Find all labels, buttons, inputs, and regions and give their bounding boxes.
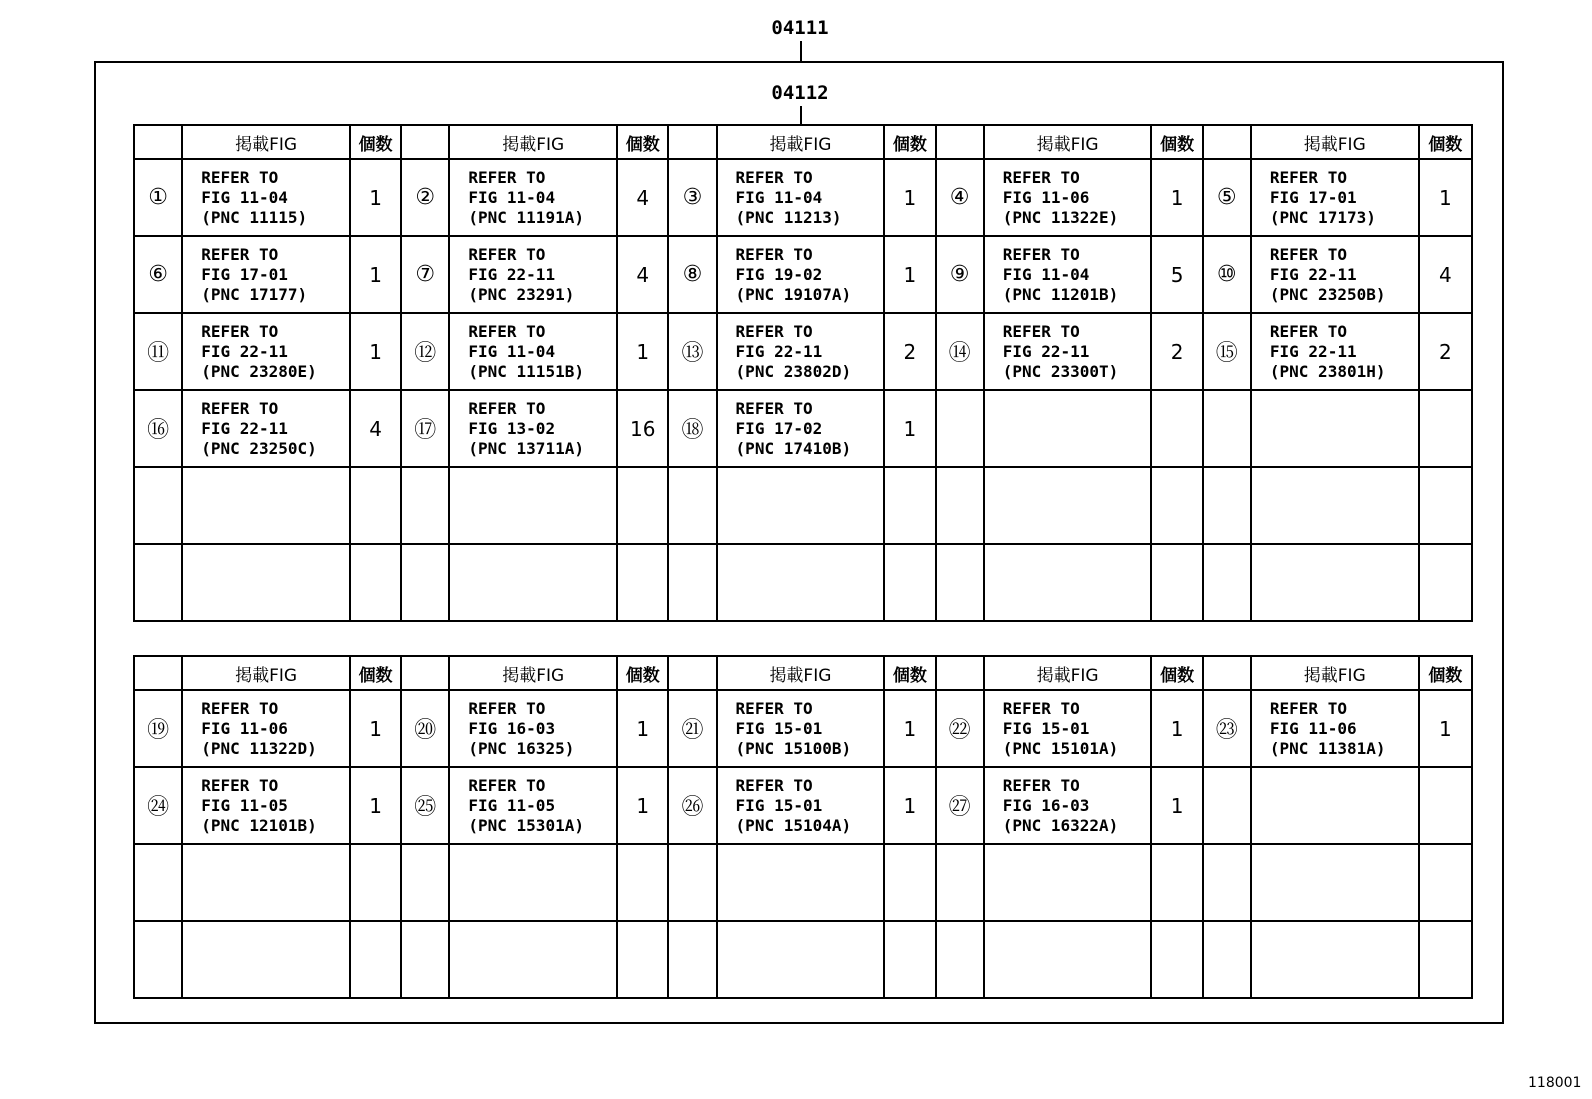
reference-line-1: REFER TO — [201, 775, 279, 795]
quantity-cell — [1419, 544, 1472, 621]
header-fig-cell: 掲載FIG — [984, 656, 1152, 690]
reference-cell — [984, 767, 1152, 844]
reference-cell — [1251, 767, 1419, 844]
item-number-cell: ⑩ — [1203, 236, 1251, 313]
outer-assembly-code: 04111 — [771, 17, 829, 39]
quantity-cell — [1419, 390, 1472, 467]
reference-line-1: REFER TO — [468, 167, 546, 187]
reference-cell — [182, 544, 350, 621]
reference-cell — [984, 236, 1152, 313]
reference-line-3: (PNC 11191A) — [468, 207, 584, 227]
item-number-cell — [1203, 767, 1251, 844]
reference-line-3: (PNC 13711A) — [468, 438, 584, 458]
reference-cell — [449, 767, 617, 844]
quantity-cell — [1151, 467, 1202, 544]
reference-line-2: FIG 11-04 — [1002, 264, 1090, 284]
reference-cell — [449, 390, 617, 467]
reference-line-1: REFER TO — [468, 698, 546, 718]
item-number-cell — [936, 390, 984, 467]
item-number-cell: ㉔ — [134, 767, 182, 844]
header-fig-cell: 掲載FIG — [717, 656, 885, 690]
reference-cell — [449, 690, 617, 767]
reference-line-2: FIG 11-05 — [201, 795, 288, 815]
reference-line-1: REFER TO — [735, 321, 813, 341]
item-number-cell: ⑪ — [134, 313, 182, 390]
reference-cell — [717, 236, 885, 313]
reference-line-3: (PNC 11201B) — [1002, 284, 1119, 304]
reference-cell — [449, 921, 617, 998]
reference-line-3: (PNC 11115) — [201, 207, 308, 227]
item-number-cell: ② — [401, 159, 449, 236]
reference-cell — [717, 921, 885, 998]
item-number-cell — [401, 467, 449, 544]
reference-line-3: (PNC 11322D) — [201, 738, 317, 758]
table-row — [134, 467, 1472, 544]
reference-line-2: FIG 19-02 — [735, 264, 823, 284]
item-number-cell — [1203, 844, 1251, 921]
reference-cell — [182, 690, 350, 767]
reference-cell — [449, 544, 617, 621]
quantity-cell: 1 — [1419, 690, 1472, 767]
reference-line-3: (PNC 15301A) — [468, 815, 584, 835]
inner-leader-line — [800, 106, 802, 124]
item-number-cell: ① — [134, 159, 182, 236]
reference-line-1: REFER TO — [1269, 167, 1347, 187]
item-number-cell: ⑧ — [668, 236, 716, 313]
quantity-cell — [1151, 390, 1202, 467]
quantity-cell — [350, 844, 401, 921]
header-item-number-cell — [1203, 125, 1251, 159]
item-number-cell: ㉖ — [668, 767, 716, 844]
item-number-cell: ㉑ — [668, 690, 716, 767]
reference-cell — [182, 921, 350, 998]
header-fig-cell: 掲載FIG — [717, 125, 885, 159]
table-row — [134, 390, 1472, 467]
quantity-cell — [884, 544, 935, 621]
reference-line-3: (PNC 19107A) — [735, 284, 852, 304]
item-number-cell — [1203, 467, 1251, 544]
reference-line-1: REFER TO — [1269, 698, 1347, 718]
reference-line-1: REFER TO — [468, 321, 546, 341]
reference-cell — [984, 159, 1152, 236]
quantity-cell: 1 — [1419, 159, 1472, 236]
reference-line-2: FIG 17-01 — [201, 264, 288, 284]
header-fig-cell: 掲載FIG — [449, 125, 617, 159]
reference-line-1: REFER TO — [735, 167, 813, 187]
item-number-cell: ⑬ — [668, 313, 716, 390]
item-number-cell — [134, 921, 182, 998]
reference-line-2: FIG 11-06 — [201, 718, 288, 738]
reference-cell — [984, 390, 1152, 467]
reference-cell — [182, 767, 350, 844]
quantity-cell: 1 — [884, 390, 935, 467]
inner-assembly-code: 04112 — [771, 82, 829, 104]
reference-line-3: (PNC 23280E) — [201, 361, 317, 381]
reference-line-3: (PNC 17410B) — [735, 438, 852, 458]
reference-line-2: FIG 17-01 — [1269, 187, 1357, 207]
quantity-cell: 1 — [884, 236, 935, 313]
outer-leader-line — [800, 41, 802, 61]
quantity-cell — [617, 467, 668, 544]
reference-line-2: FIG 11-04 — [201, 187, 288, 207]
reference-line-1: REFER TO — [1269, 321, 1347, 341]
item-number-cell — [1203, 544, 1251, 621]
item-number-cell: ⑱ — [668, 390, 716, 467]
reference-line-3: (PNC 23250C) — [201, 438, 317, 458]
item-number-cell: ⑫ — [401, 313, 449, 390]
reference-line-3: (PNC 11151B) — [468, 361, 584, 381]
item-number-cell — [668, 544, 716, 621]
reference-line-2: FIG 15-01 — [1002, 718, 1090, 738]
reference-cell — [717, 313, 885, 390]
item-number-cell — [401, 544, 449, 621]
quantity-cell: 2 — [884, 313, 935, 390]
reference-line-3: (PNC 23250B) — [1269, 284, 1386, 304]
reference-cell — [1251, 544, 1419, 621]
reference-line-1: REFER TO — [201, 698, 279, 718]
item-number-cell — [401, 921, 449, 998]
header-qty-cell: 個数 — [1419, 125, 1472, 159]
header-qty-cell: 個数 — [617, 125, 668, 159]
reference-cell — [449, 236, 617, 313]
reference-cell — [182, 467, 350, 544]
quantity-cell: 4 — [617, 236, 668, 313]
quantity-cell: 1 — [1151, 690, 1202, 767]
item-number-cell — [668, 844, 716, 921]
item-number-cell — [1203, 390, 1251, 467]
reference-line-2: FIG 22-11 — [201, 418, 288, 438]
item-number-cell — [668, 467, 716, 544]
reference-cell — [984, 544, 1152, 621]
reference-cell — [984, 690, 1152, 767]
reference-line-1: REFER TO — [1002, 321, 1080, 341]
item-number-cell: ㉓ — [1203, 690, 1251, 767]
item-number-cell: ⑯ — [134, 390, 182, 467]
quantity-cell — [350, 921, 401, 998]
reference-cell — [1251, 467, 1419, 544]
reference-cell — [449, 313, 617, 390]
quantity-cell: 1 — [350, 767, 401, 844]
reference-cell — [1251, 390, 1419, 467]
reference-line-1: REFER TO — [468, 398, 546, 418]
reference-line-1: REFER TO — [1002, 167, 1080, 187]
quantity-cell — [617, 921, 668, 998]
reference-line-1: REFER TO — [201, 321, 279, 341]
header-qty-cell: 個数 — [350, 125, 401, 159]
reference-cell — [984, 844, 1152, 921]
figure-code: 118001 — [1528, 1075, 1582, 1091]
reference-cell — [182, 390, 350, 467]
reference-line-3: (PNC 11322E) — [1002, 207, 1119, 227]
reference-line-1: REFER TO — [201, 398, 279, 418]
header-qty-cell: 個数 — [1151, 125, 1202, 159]
reference-line-2: FIG 22-11 — [468, 264, 556, 284]
item-number-cell: ⑮ — [1203, 313, 1251, 390]
quantity-cell — [884, 921, 935, 998]
reference-cell — [182, 313, 350, 390]
item-number-cell — [401, 844, 449, 921]
reference-line-1: REFER TO — [468, 775, 546, 795]
reference-line-3: (PNC 16322A) — [1002, 815, 1119, 835]
lower-reference-table — [133, 655, 1473, 999]
reference-line-3: (PNC 23802D) — [735, 361, 852, 381]
reference-line-1: REFER TO — [201, 244, 279, 264]
header-fig-cell: 掲載FIG — [182, 656, 350, 690]
item-number-cell — [134, 467, 182, 544]
header-fig-cell: 掲載FIG — [1251, 656, 1419, 690]
reference-line-2: FIG 22-11 — [201, 341, 288, 361]
quantity-cell: 1 — [350, 313, 401, 390]
header-item-number-cell — [134, 125, 182, 159]
table-header-row — [134, 656, 1472, 690]
reference-line-1: REFER TO — [1002, 698, 1080, 718]
table-row — [134, 690, 1472, 767]
reference-cell — [1251, 236, 1419, 313]
item-number-cell — [134, 544, 182, 621]
header-item-number-cell — [401, 125, 449, 159]
reference-line-3: (PNC 23291) — [468, 284, 575, 304]
reference-line-2: FIG 11-06 — [1002, 187, 1090, 207]
quantity-cell: 1 — [884, 159, 935, 236]
quantity-cell — [1419, 921, 1472, 998]
quantity-cell: 2 — [1151, 313, 1202, 390]
reference-cell — [984, 921, 1152, 998]
item-number-cell: ⑲ — [134, 690, 182, 767]
quantity-cell: 1 — [884, 767, 935, 844]
reference-cell — [1251, 313, 1419, 390]
item-number-cell: ㉒ — [936, 690, 984, 767]
header-item-number-cell — [401, 656, 449, 690]
item-number-cell — [936, 467, 984, 544]
quantity-cell — [884, 844, 935, 921]
item-number-cell — [936, 844, 984, 921]
reference-cell — [717, 390, 885, 467]
reference-line-2: FIG 22-11 — [1269, 341, 1357, 361]
table-row — [134, 544, 1472, 621]
quantity-cell: 16 — [617, 390, 668, 467]
reference-line-3: (PNC 17177) — [201, 284, 308, 304]
reference-line-3: (PNC 12101B) — [201, 815, 317, 835]
item-number-cell: ⑥ — [134, 236, 182, 313]
reference-line-1: REFER TO — [735, 244, 813, 264]
reference-cell — [449, 467, 617, 544]
quantity-cell: 1 — [1151, 767, 1202, 844]
reference-line-3: (PNC 15104A) — [735, 815, 852, 835]
reference-line-2: FIG 16-03 — [1002, 795, 1090, 815]
table-row — [134, 159, 1472, 236]
header-item-number-cell — [1203, 656, 1251, 690]
reference-cell — [717, 690, 885, 767]
reference-cell — [984, 467, 1152, 544]
reference-line-1: REFER TO — [735, 775, 813, 795]
reference-cell — [717, 844, 885, 921]
table-row — [134, 313, 1472, 390]
item-number-cell: ⑰ — [401, 390, 449, 467]
reference-line-1: REFER TO — [468, 244, 546, 264]
item-number-cell: ㉗ — [936, 767, 984, 844]
reference-line-3: (PNC 11213) — [735, 207, 842, 227]
header-item-number-cell — [668, 125, 716, 159]
quantity-cell: 1 — [617, 767, 668, 844]
item-number-cell — [668, 921, 716, 998]
table-row — [134, 844, 1472, 921]
upper-reference-table — [133, 124, 1473, 622]
item-number-cell: ⑳ — [401, 690, 449, 767]
quantity-cell: 5 — [1151, 236, 1202, 313]
quantity-cell — [1419, 467, 1472, 544]
quantity-cell: 1 — [350, 690, 401, 767]
reference-line-2: FIG 11-05 — [468, 795, 556, 815]
reference-cell — [717, 159, 885, 236]
reference-line-2: FIG 11-04 — [468, 341, 556, 361]
header-fig-cell: 掲載FIG — [449, 656, 617, 690]
table-row — [134, 767, 1472, 844]
reference-cell — [984, 313, 1152, 390]
reference-line-1: REFER TO — [201, 167, 279, 187]
quantity-cell: 1 — [617, 313, 668, 390]
reference-cell — [449, 159, 617, 236]
reference-line-3: (PNC 11381A) — [1269, 738, 1386, 758]
reference-line-1: REFER TO — [1002, 244, 1080, 264]
reference-line-3: (PNC 17173) — [1269, 207, 1376, 227]
item-number-cell: ⑦ — [401, 236, 449, 313]
item-number-cell — [1203, 921, 1251, 998]
quantity-cell: 2 — [1419, 313, 1472, 390]
header-qty-cell: 個数 — [884, 125, 935, 159]
reference-cell — [1251, 844, 1419, 921]
quantity-cell: 1 — [350, 159, 401, 236]
item-number-cell — [936, 921, 984, 998]
header-item-number-cell — [668, 656, 716, 690]
item-number-cell: ⑤ — [1203, 159, 1251, 236]
quantity-cell: 4 — [350, 390, 401, 467]
reference-cell — [1251, 159, 1419, 236]
header-qty-cell: 個数 — [1151, 656, 1202, 690]
item-number-cell: ㉕ — [401, 767, 449, 844]
reference-line-3: (PNC 23801H) — [1269, 361, 1386, 381]
reference-line-2: FIG 11-04 — [735, 187, 823, 207]
item-number-cell: ⑨ — [936, 236, 984, 313]
reference-line-3: (PNC 16325) — [468, 738, 575, 758]
table-header-row — [134, 125, 1472, 159]
reference-line-1: REFER TO — [1002, 775, 1080, 795]
header-item-number-cell — [134, 656, 182, 690]
reference-line-2: FIG 15-01 — [735, 795, 823, 815]
quantity-cell — [1151, 921, 1202, 998]
item-number-cell: ③ — [668, 159, 716, 236]
reference-line-2: FIG 11-06 — [1269, 718, 1357, 738]
quantity-cell: 1 — [617, 690, 668, 767]
reference-cell — [717, 467, 885, 544]
header-item-number-cell — [936, 125, 984, 159]
reference-line-2: FIG 22-11 — [735, 341, 823, 361]
reference-cell — [717, 767, 885, 844]
reference-line-2: FIG 13-02 — [468, 418, 556, 438]
reference-line-2: FIG 17-02 — [735, 418, 823, 438]
quantity-cell — [1419, 844, 1472, 921]
reference-cell — [449, 844, 617, 921]
reference-cell — [717, 544, 885, 621]
header-qty-cell: 個数 — [884, 656, 935, 690]
item-number-cell: ④ — [936, 159, 984, 236]
header-item-number-cell — [936, 656, 984, 690]
quantity-cell — [350, 544, 401, 621]
reference-line-1: REFER TO — [735, 698, 813, 718]
reference-cell — [182, 159, 350, 236]
item-number-cell — [134, 844, 182, 921]
reference-cell — [182, 236, 350, 313]
quantity-cell — [617, 544, 668, 621]
reference-line-3: (PNC 23300T) — [1002, 361, 1119, 381]
header-fig-cell: 掲載FIG — [1251, 125, 1419, 159]
quantity-cell — [1419, 767, 1472, 844]
quantity-cell: 4 — [617, 159, 668, 236]
quantity-cell — [1151, 544, 1202, 621]
reference-line-3: (PNC 15101A) — [1002, 738, 1119, 758]
table-row — [134, 236, 1472, 313]
quantity-cell — [350, 467, 401, 544]
header-fig-cell: 掲載FIG — [984, 125, 1152, 159]
table-row — [134, 921, 1472, 998]
reference-line-2: FIG 11-04 — [468, 187, 556, 207]
reference-cell — [1251, 690, 1419, 767]
header-qty-cell: 個数 — [1419, 656, 1472, 690]
reference-line-2: FIG 16-03 — [468, 718, 556, 738]
header-qty-cell: 個数 — [617, 656, 668, 690]
reference-cell — [1251, 921, 1419, 998]
reference-line-2: FIG 22-11 — [1002, 341, 1090, 361]
reference-line-2: FIG 15-01 — [735, 718, 823, 738]
quantity-cell: 1 — [884, 690, 935, 767]
reference-line-1: REFER TO — [735, 398, 813, 418]
quantity-cell — [1151, 844, 1202, 921]
quantity-cell: 4 — [1419, 236, 1472, 313]
quantity-cell — [884, 467, 935, 544]
quantity-cell — [617, 844, 668, 921]
reference-line-3: (PNC 15100B) — [735, 738, 852, 758]
reference-cell — [182, 844, 350, 921]
item-number-cell: ⑭ — [936, 313, 984, 390]
header-fig-cell: 掲載FIG — [182, 125, 350, 159]
quantity-cell: 1 — [1151, 159, 1202, 236]
item-number-cell — [936, 544, 984, 621]
reference-line-2: FIG 22-11 — [1269, 264, 1357, 284]
quantity-cell: 1 — [350, 236, 401, 313]
header-qty-cell: 個数 — [350, 656, 401, 690]
reference-line-1: REFER TO — [1269, 244, 1347, 264]
